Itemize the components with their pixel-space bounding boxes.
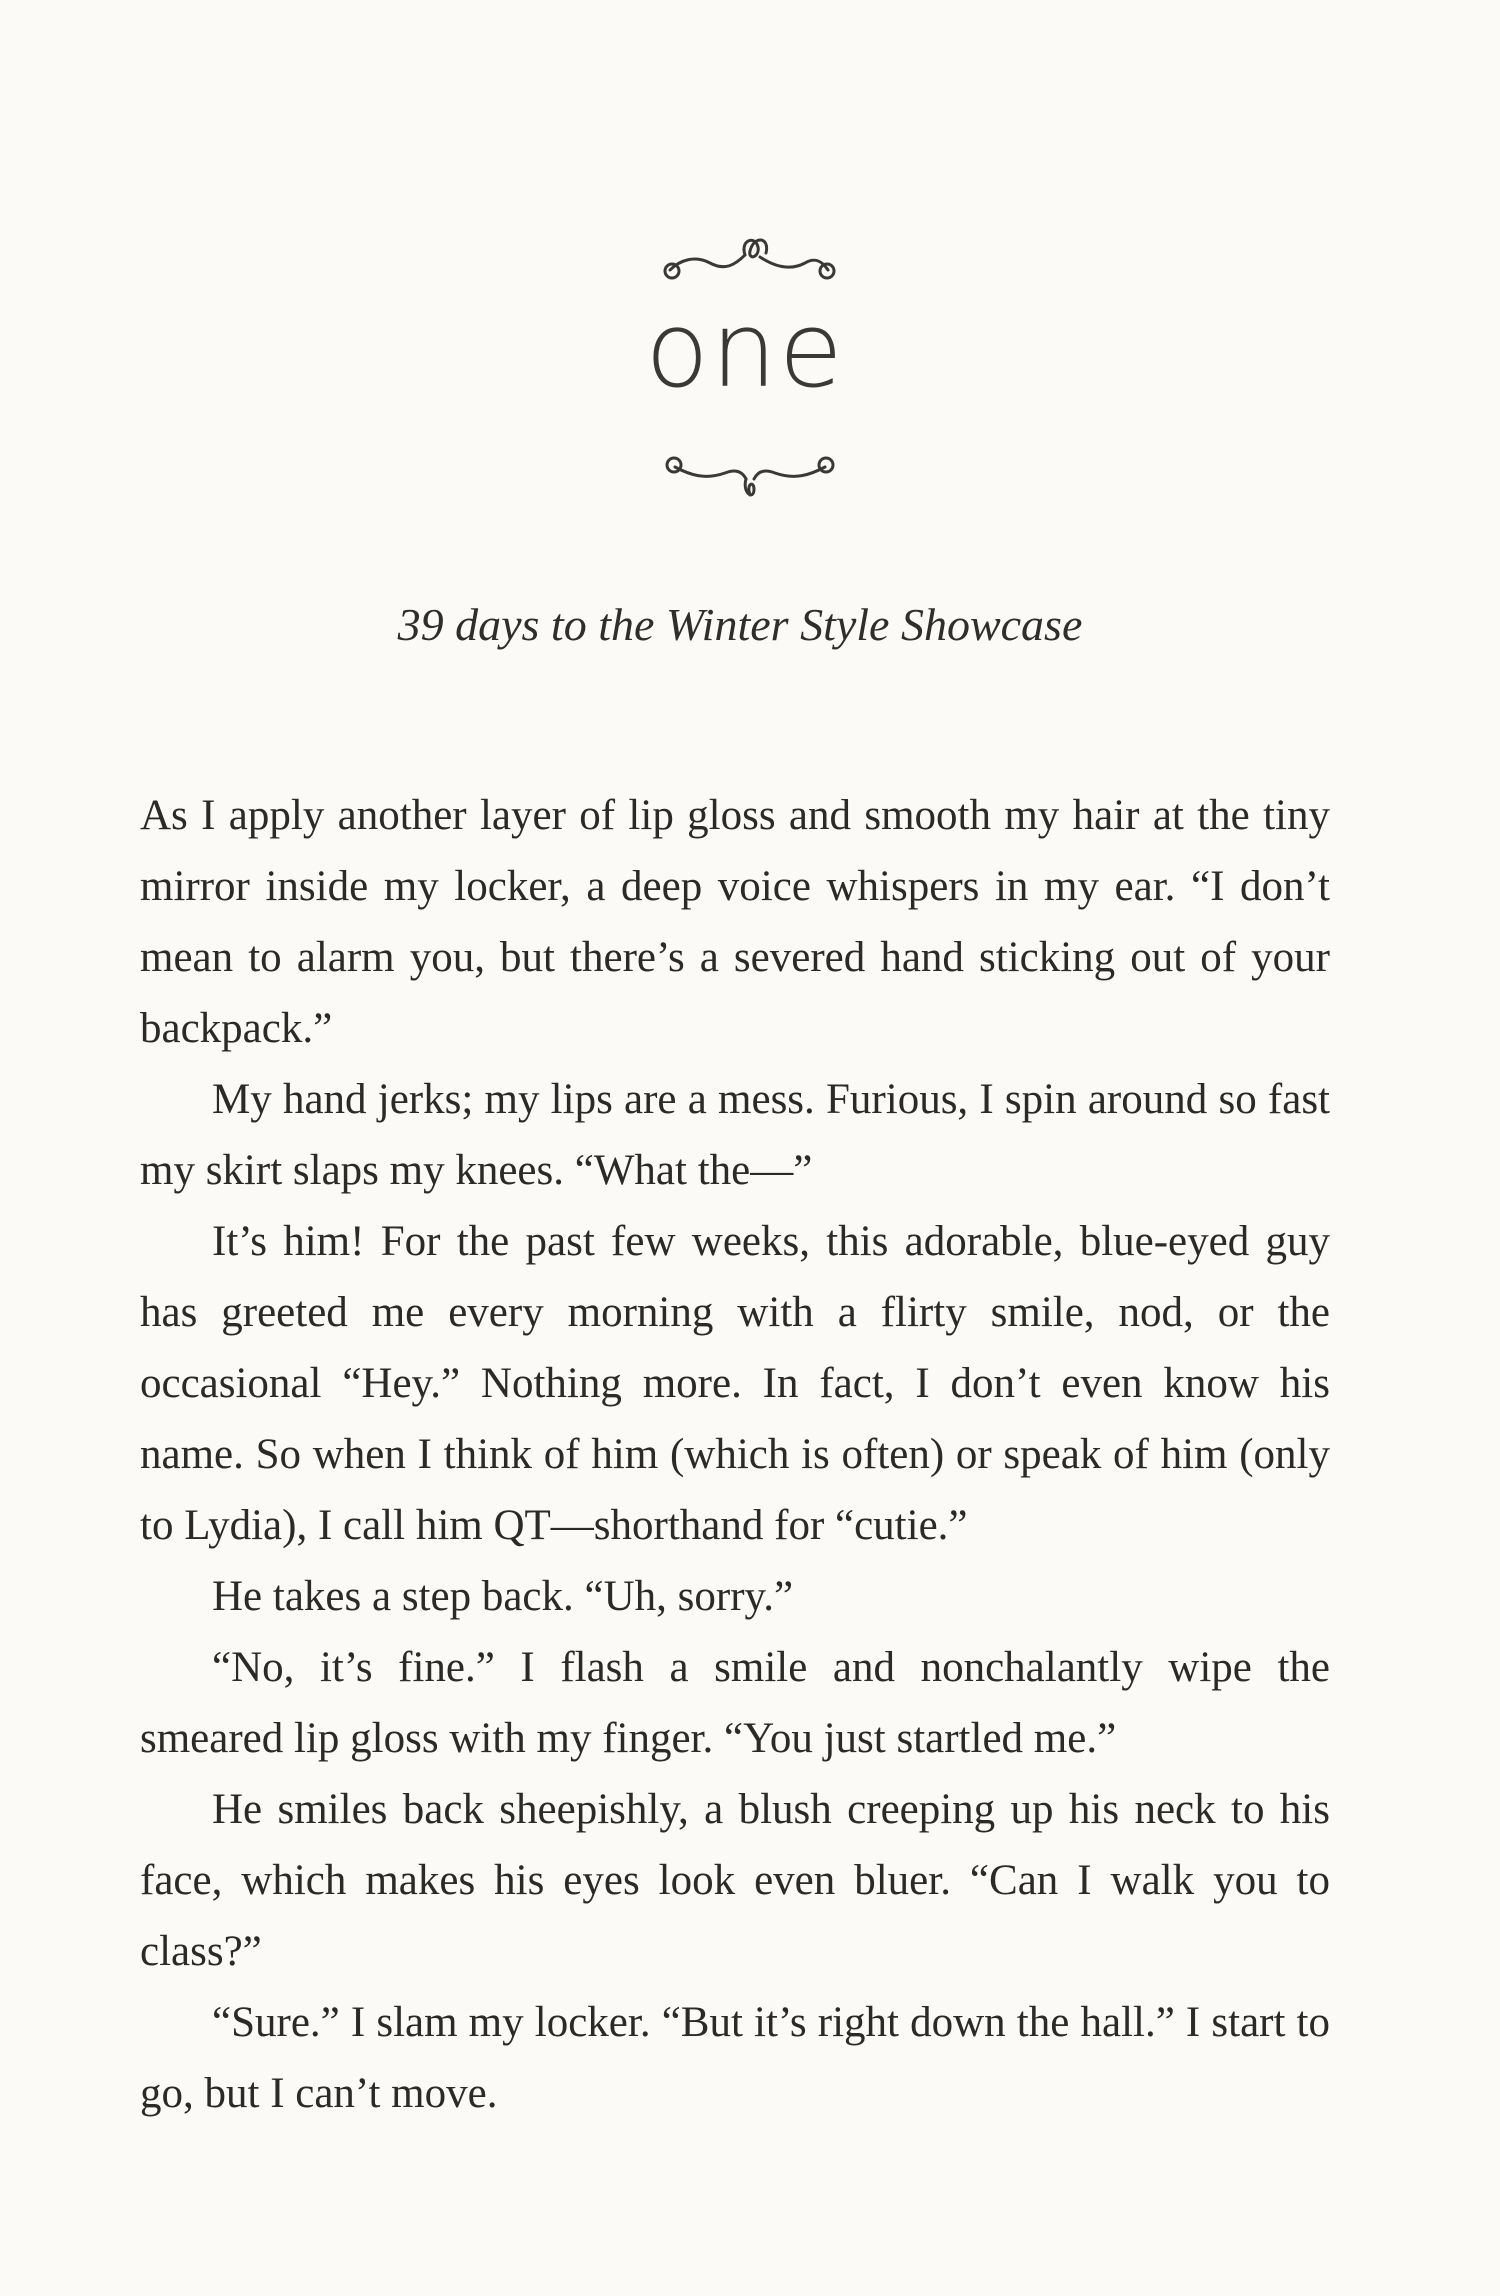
paragraph: As I apply another layer of lip gloss and smooth my hair at the tiny mirror inside my locker, a deep voice whispers in my ear. “I don’t mean to alarm you, but there’s a severed hand sticking out of your backpack.” [140,792,1330,1052]
chapter-subtitle: 39 days to the Winter Style Showcase [397,599,1083,650]
chapter-title: one [645,289,845,411]
paragraph: My hand jerks; my lips are a mess. Furious, I spin around so fast my skirt slaps my knees. “What the—” [140,1076,1330,1194]
paragraph: It’s him! For the past few weeks, this adorable, blue-eyed guy has greeted me every morning with a flirty smile, nod, or the occasional “Hey.” Nothing more. In fact, I don’t even know his name. So when I think of him (which is often) or speak of him (only to Lydia), I call him QT—shorthand for “cutie.” [140,1218,1330,1549]
swirl-flourish-icon [650,225,850,295]
paragraph: “No, it’s fine.” I flash a smile and nonchalantly wipe the smeared lip gloss with my finger. “You just startled me.” [140,1644,1330,1762]
swirl-flourish-icon [650,445,850,515]
paragraph: He smiles back sheepishly, a blush creeping up his neck to his face, which makes his eyes look even bluer. “Can I walk you to class?” [140,1786,1330,1975]
paragraph: “Sure.” I slam my locker. “But it’s right down the hall.” I start to go, but I can’t move. [140,1999,1330,2117]
paragraph: He takes a step back. “Uh, sorry.” [212,1573,794,1620]
chapter-body [140,780,1330,2129]
